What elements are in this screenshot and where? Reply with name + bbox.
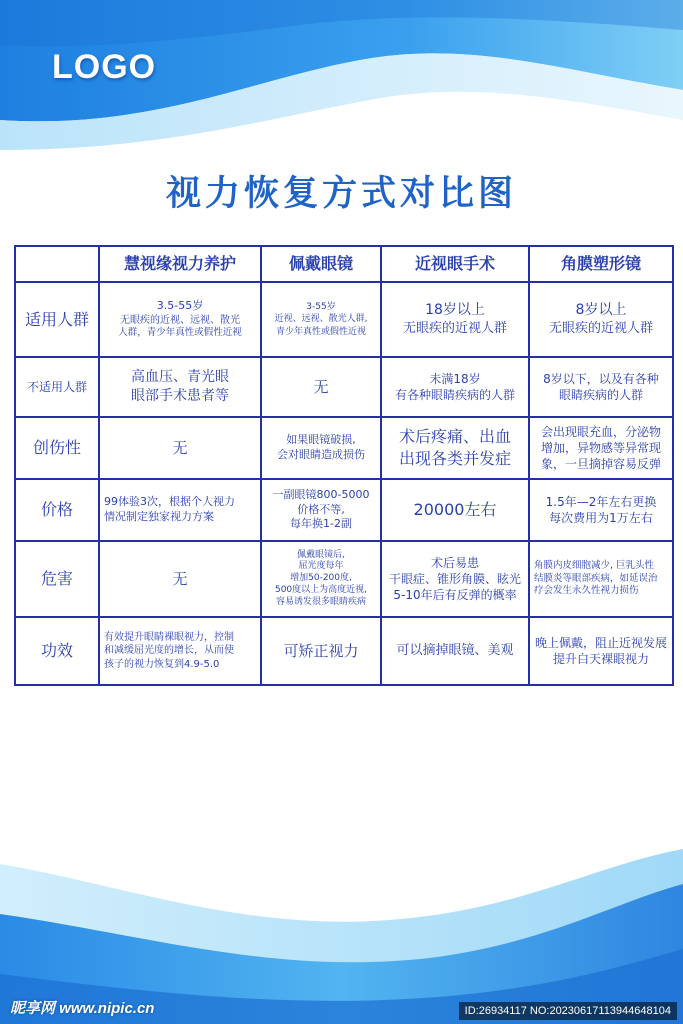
table-row xyxy=(15,357,673,417)
table-cell: 会出现眼充血，分泌物 增加，异物感等异常现 象，一旦摘掉容易反弹 xyxy=(529,417,673,479)
table-row xyxy=(15,479,673,541)
column-header-glasses: 佩戴眼镜 xyxy=(261,246,381,282)
row-label: 创伤性 xyxy=(15,417,99,479)
row-label: 功效 xyxy=(15,617,99,685)
table-cell: 8岁以下，以及有各种 眼睛疾病的人群 xyxy=(529,357,673,417)
table-cell: 8岁以上 无眼疾的近视人群 xyxy=(529,282,673,357)
table-cell: 3-55岁 近视、远视、散光人群, 青少年真性或假性近视 xyxy=(261,282,381,357)
table-row xyxy=(15,617,673,685)
table-header-row xyxy=(15,246,673,282)
table-cell: 1.5年—2年左右更换 每次费用为1万左右 xyxy=(529,479,673,541)
bottom-wave-background xyxy=(0,824,683,1024)
column-header-ortho-k: 角膜塑形镜 xyxy=(529,246,673,282)
table-row xyxy=(15,541,673,617)
table-cell: 无 xyxy=(99,417,261,479)
header-corner-cell xyxy=(15,246,99,282)
logo: LOGO xyxy=(52,48,157,86)
table-cell: 一副眼镜800-5000 价格不等, 每年换1-2副 xyxy=(261,479,381,541)
comparison-table xyxy=(14,245,674,686)
table-cell: 20000左右 xyxy=(381,479,529,541)
column-header-huishiyuan: 慧视缘视力养护 xyxy=(99,246,261,282)
table-row xyxy=(15,417,673,479)
table-cell: 3.5-55岁 无眼疾的近视、远视、散光 人群，青少年真性或假性近视 xyxy=(99,282,261,357)
table-cell: 如果眼镜破损, 会对眼睛造成损伤 xyxy=(261,417,381,479)
table-cell: 未满18岁 有各种眼睛疾病的人群 xyxy=(381,357,529,417)
row-label: 危害 xyxy=(15,541,99,617)
table-cell: 18岁以上 无眼疾的近视人群 xyxy=(381,282,529,357)
table-cell: 高血压、青光眼 眼部手术患者等 xyxy=(99,357,261,417)
table-cell: 无 xyxy=(99,541,261,617)
table-cell: 可以摘掉眼镜、美观 xyxy=(381,617,529,685)
table-cell: 无 xyxy=(261,357,381,417)
table-cell: 术后易患 干眼症、锥形角膜、眩光 5-10年后有反弹的概率 xyxy=(381,541,529,617)
row-label: 适用人群 xyxy=(15,282,99,357)
watermark-site: 昵享网 www.nipic.cn xyxy=(10,1000,155,1017)
watermark-id: ID:26934117 NO:20230617113944648104 xyxy=(459,1002,677,1020)
table-row xyxy=(15,282,673,357)
table-cell: 晚上佩戴，阻止近视发展 提升白天裸眼视力 xyxy=(529,617,673,685)
page-title: 视力恢复方式对比图 xyxy=(165,174,517,214)
table-cell: 术后疼痛、出血 出现各类并发症 xyxy=(381,417,529,479)
column-header-surgery: 近视眼手术 xyxy=(381,246,529,282)
table-cell: 佩戴眼镜后, 屈光度每年 增加50-200度, 500度以上为高度近视, 容易诱发很多眼睛疾病 xyxy=(261,541,381,617)
row-label: 价格 xyxy=(15,479,99,541)
row-label: 不适用人群 xyxy=(15,357,99,417)
table-cell: 可矫正视力 xyxy=(261,617,381,685)
table-cell: 有效提升眼睛裸眼视力，控制 和减缓屈光度的增长，从而使 孩子的视力恢复到4.9-5.0 xyxy=(99,617,261,685)
table-cell: 99体验3次，根据个人视力 情况制定独家视力方案 xyxy=(99,479,261,541)
table-cell: 角膜内皮细胞减少, 巨乳头性 结膜炎等眼部疾病，如延误治 疗会发生永久性视力损伤 xyxy=(529,541,673,617)
